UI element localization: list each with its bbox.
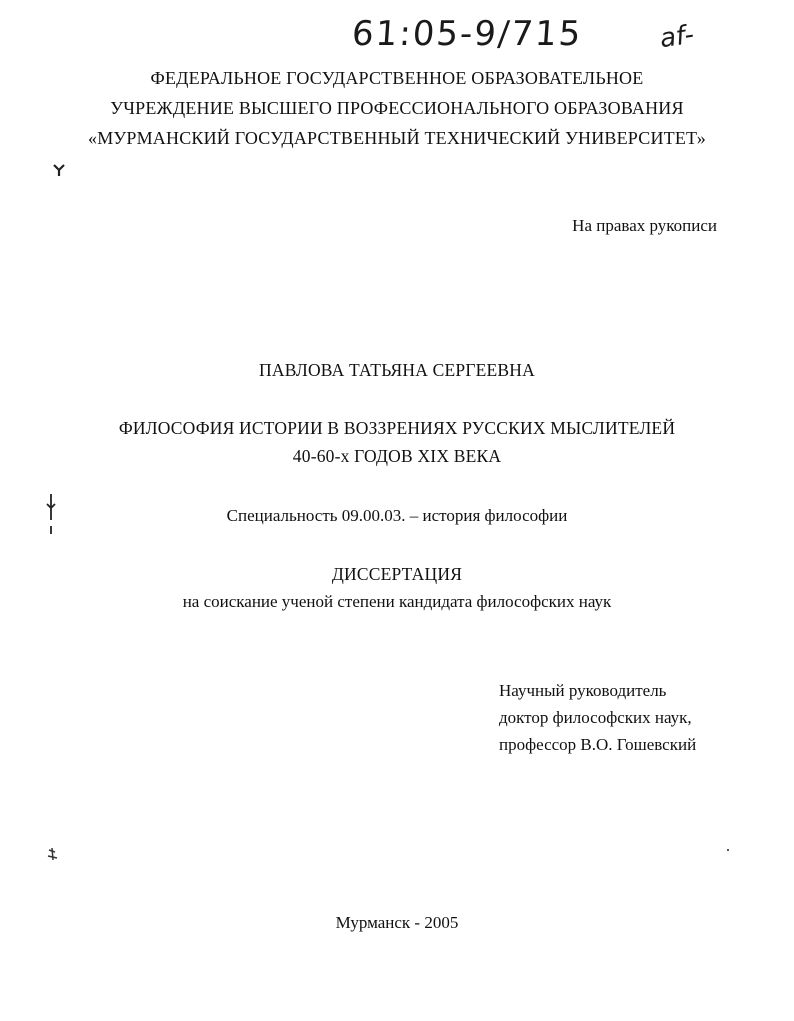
supervisor-role: Научный руководитель	[499, 681, 667, 700]
specialty: Специальность 09.00.03. – история философии	[226, 506, 568, 525]
institution-line-3: «МУРМАНСКИЙ ГОСУДАРСТВЕННЫЙ ТЕХНИЧЕСКИЙ УНИВЕРСИТЕТ»	[88, 128, 706, 148]
document-type: ДИССЕРТАЦИЯ	[331, 564, 463, 584]
handwritten-catalog-code: 61:05-9/715	[350, 14, 584, 54]
manuscript-rights: На правах рукописи	[572, 216, 717, 235]
supervisor-name: профессор В.О. Гошевский	[499, 735, 697, 754]
author-name: ПАВЛОВА ТАТЬЯНА СЕРГЕЕВНА	[259, 360, 535, 380]
institution-line-1: ФЕДЕРАЛЬНОЕ ГОСУДАРСТВЕННОЕ ОБРАЗОВАТЕЛЬНОЕ	[150, 68, 644, 88]
supervisor-degree: доктор философских наук,	[499, 708, 692, 727]
supervisor-block	[499, 677, 696, 758]
scan-speck	[727, 849, 729, 851]
margin-scan-mark-1	[52, 162, 66, 178]
dissertation-title-line-2: 40-60-х ГОДОВ XIX ВЕКА	[292, 446, 502, 466]
institution-line-2: УЧРЕЖДЕНИЕ ВЫСШЕГО ПРОФЕССИОНАЛЬНОГО ОБРАЗОВАНИЯ	[110, 98, 684, 118]
degree-line: на соискание ученой степени кандидата философских наук	[182, 592, 612, 611]
margin-scan-mark-3	[46, 846, 60, 862]
dissertation-title-line-1: ФИЛОСОФИЯ ИСТОРИИ В ВОЗЗРЕНИЯХ РУССКИХ МЫСЛИТЕЛЕЙ	[118, 418, 676, 438]
city-year: Мурманск - 2005	[335, 913, 459, 932]
handwritten-initials: af-	[658, 19, 696, 55]
